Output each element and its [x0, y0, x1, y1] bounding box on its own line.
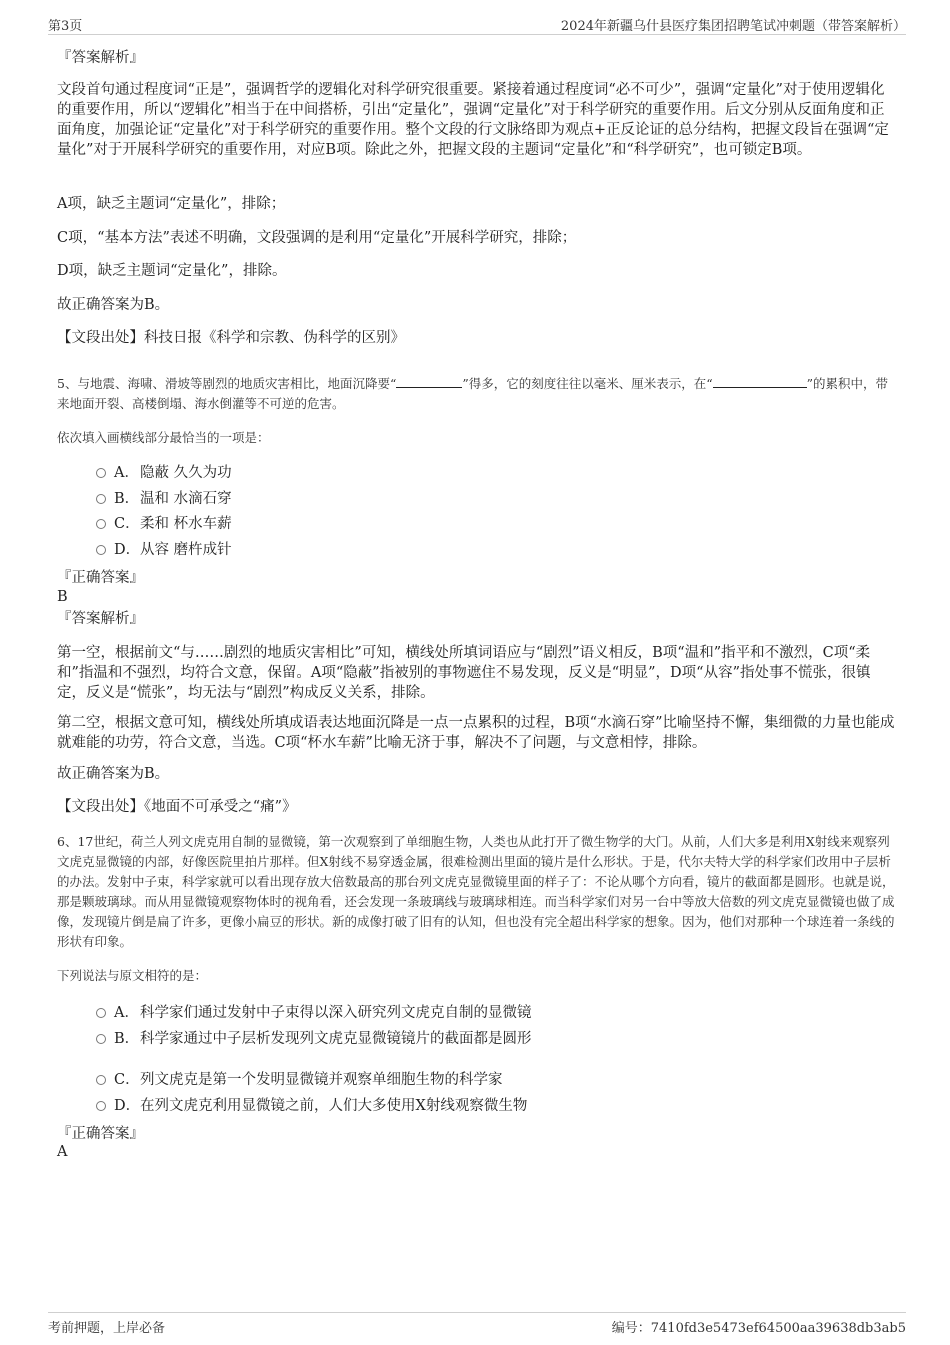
q6-option-a[interactable] [96, 1003, 532, 1023]
q5-option-b[interactable] [96, 489, 232, 509]
page-footer [48, 1312, 906, 1339]
option-letter: B． [114, 1031, 140, 1047]
analysis-conclusion: 故正确答案为B。 [57, 766, 170, 782]
analysis-paragraph: 文段首句通过程度词“正是”，强调哲学的逻辑化对科学研究很重要。紧接着通过程度词“必不可少”，强调“定量化”对于使用逻辑化的重要作用，所以“逻辑化”相当于在中间搭桥，引出“定量化”，强调“定量化”对于科学研究的重要作用。后文分别从反面角度和正面角度，加强论证“定量化”对于科学研究的重要作用。整个文段的行文脉络即为观点+正反论证的总分结构，把握文段旨在强调“定量化”对于开展科学研究的重要作用，对应B项。除此之外，把握文段的主题词“定量化”和“科学研究”，也可锁定B项。 [57, 82, 889, 158]
question-5-prompt: 依次填入画横线部分最恰当的一项是： [57, 430, 270, 445]
question-6-prompt: 下列说法与原文相符的是： [57, 968, 208, 983]
option-text: 列文虎克是第一个发明显微镜并观察单细胞生物的科学家 [140, 1072, 503, 1088]
option-text: 温和 水滴石穿 [140, 491, 232, 507]
option-letter: C． [114, 1072, 140, 1088]
analysis-label: 『答案解析』 [57, 50, 144, 66]
radio-icon[interactable] [96, 1008, 106, 1018]
radio-icon[interactable] [96, 1034, 106, 1044]
document-title: 2024年新疆乌什县医疗集团招聘笔试冲刺题（带答案解析） [560, 19, 906, 34]
radio-icon[interactable] [96, 1101, 106, 1111]
analysis-option-d: D项，缺乏主题词“定量化”，排除。 [57, 263, 287, 279]
page-header [48, 12, 906, 35]
analysis-paragraph-1: 第一空，根据前文“与……剧烈的地质灾害相比”可知，横线处所填词语应与“剧烈”语义相反，B项“温和”指平和不激烈，C项“柔和”指温和不强烈，均符合文意，保留。A项“隐蔽”指被别的事物遮住不易发现，反义是“明显”，D项“从容”指处事不慌张，很镇定，反义是“慌张”，均无法与“剧烈”构成反义关系，排除。 [57, 645, 871, 701]
option-letter: D． [114, 542, 141, 558]
option-text: 在列文虎克利用显微镜之前，人们大多使用X射线观察微生物 [140, 1098, 528, 1114]
option-letter: D． [114, 1098, 141, 1114]
correct-answer: A [57, 1144, 68, 1160]
radio-icon[interactable] [96, 519, 106, 529]
fill-blank-1 [396, 375, 462, 388]
source-citation: 【文段出处】科技日报《科学和宗教、伪科学的区别》 [57, 330, 405, 346]
analysis-option-a: A项，缺乏主题词“定量化”，排除； [57, 196, 286, 212]
radio-icon[interactable] [96, 1075, 106, 1085]
option-text: 柔和 杯水车薪 [140, 516, 232, 532]
question-6-stem: 6、17世纪，荷兰人列文虎克用自制的显微镜，第一次观察到了单细胞生物，人类也从此打开了微生物学的大门。从前，人们大多是利用X射线来观察列文虎克显微镜的内部，好像医院里拍片那样。但X射线不易穿透金属，很难检测出里面的镜片是什么形状。于是，代尔夫特大学的科学家们改用中子层析的办法。发射中子束，科学家就可以看出现存放大倍数最高的那台列文虎克显微镜里面的样子了：不论从哪个方向看，镜片的截面都是圆形。也就是说，那是颗玻璃球。而从用显微镜观察物体时的视角看，还会发现一条玻璃线与玻璃球相连。而当科学家们对另一台中等放大倍数的列文虎克显微镜也做了成像，发现镜片倒是扁了许多，更像小扁豆的形状。新的成像打破了旧有的认知，但也没有完全超出科学家的想象。因为，他们对那种一个球连着一条线的形状有印象。 [57, 834, 895, 949]
option-text: 隐蔽 久久为功 [140, 465, 232, 481]
option-text: 科学家们通过发射中子束得以深入研究列文虎克自制的显微镜 [140, 1005, 532, 1021]
q5-option-a[interactable] [96, 463, 232, 483]
correct-answer: B [57, 589, 68, 605]
source-citation: 【文段出处】《地面不可承受之“痛”》 [57, 799, 297, 815]
question-5-stem [57, 374, 895, 414]
analysis-conclusion: 故正确答案为B。 [57, 297, 170, 313]
option-letter: B． [114, 491, 140, 507]
answer-label: 『正确答案』 [57, 1126, 144, 1142]
analysis-label: 『答案解析』 [57, 611, 144, 627]
radio-icon[interactable] [96, 494, 106, 504]
q5-option-c[interactable] [96, 514, 232, 534]
option-letter: A． [114, 1005, 139, 1021]
answer-label: 『正确答案』 [57, 570, 144, 586]
document-id: 编号：7410fd3e5473ef64500aa39638db3ab5 [611, 1321, 906, 1336]
q5-option-d[interactable] [96, 540, 232, 560]
q6-option-c[interactable] [96, 1070, 503, 1090]
q6-option-d[interactable] [96, 1096, 527, 1116]
radio-icon[interactable] [96, 545, 106, 555]
analysis-option-c: C项，“基本方法”表述不明确，文段强调的是利用“定量化”开展科学研究，排除； [57, 230, 577, 246]
option-text: 从容 磨杵成针 [140, 542, 232, 558]
radio-icon[interactable] [96, 468, 106, 478]
stem-part-1: 5、与地震、海啸、滑坡等剧烈的地质灾害相比，地面沉降要“ [57, 376, 397, 391]
analysis-paragraph-2: 第二空，根据文意可知，横线处所填成语表达地面沉降是一点一点累积的过程，B项“水滴石穿”比喻坚持不懈，集细微的力量也能成就难能的功劳，符合文意，当选。C项“杯水车薪”比喻无济于事，解决不了问题，与文意相悖，排除。 [57, 715, 895, 751]
option-letter: C． [114, 516, 140, 532]
option-letter: A． [114, 465, 139, 481]
option-text: 科学家通过中子层析发现列文虎克显微镜镜片的截面都是圆形 [140, 1031, 532, 1047]
fill-blank-2 [713, 375, 807, 388]
stem-part-2: ”得多，它的刻度往往以毫米、厘米表示，在“ [462, 376, 713, 391]
footer-slogan: 考前押题，上岸必备 [48, 1321, 166, 1336]
q6-option-b[interactable] [96, 1029, 532, 1049]
page-number: 第3页 [48, 19, 83, 34]
stem-part-3: ”的累积中，带来地面开裂、高楼倒塌、海水倒灌等不可逆的危害。 [57, 376, 889, 411]
